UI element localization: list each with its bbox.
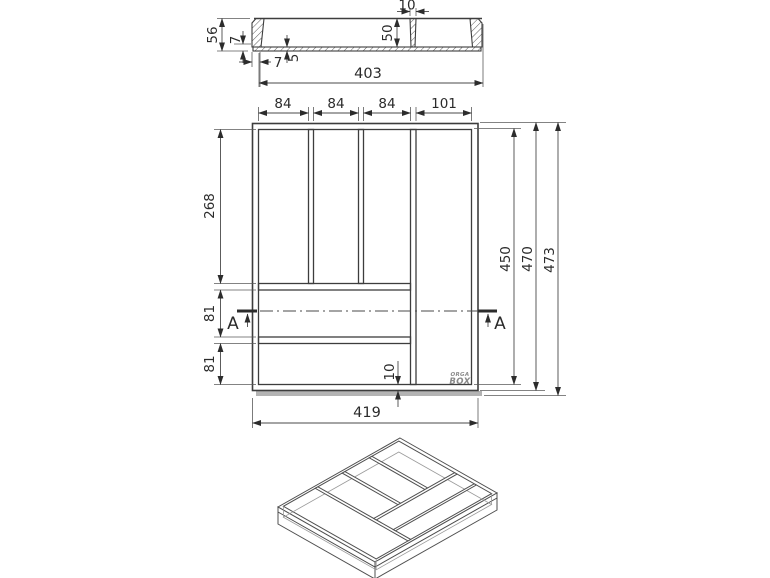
isometric-view bbox=[278, 438, 497, 578]
dim-width-3: 84 bbox=[378, 96, 396, 112]
section-right-wall bbox=[470, 19, 482, 48]
divider-v3 bbox=[411, 130, 417, 385]
dim-length-450: 450 bbox=[498, 246, 514, 272]
dim-419-label: 419 bbox=[353, 405, 381, 421]
dims-left-depths bbox=[202, 130, 256, 385]
dim-depth-1: 268 bbox=[202, 193, 218, 219]
dims-right-lengths bbox=[474, 123, 566, 396]
plan-shadow bbox=[256, 391, 482, 396]
logo-line2: BOX bbox=[449, 377, 471, 387]
dim-length-473: 473 bbox=[542, 247, 558, 273]
section-view bbox=[205, 0, 483, 87]
dim-50-label: 50 bbox=[380, 24, 396, 42]
section-left-wall bbox=[252, 19, 264, 48]
orgabox-logo bbox=[449, 372, 470, 387]
divider-v1 bbox=[309, 130, 314, 284]
tray-inner-outline bbox=[259, 130, 472, 385]
divider-h2 bbox=[259, 337, 411, 344]
divider-v2 bbox=[359, 130, 364, 284]
dim-width-1: 84 bbox=[274, 96, 292, 112]
section-line-AA bbox=[227, 311, 506, 334]
logo-line1: ORGA bbox=[450, 372, 470, 378]
dim-56-label: 56 bbox=[205, 26, 221, 44]
section-divider bbox=[410, 19, 416, 48]
section-label-right: A bbox=[494, 314, 506, 334]
dim-7h-label: 7 bbox=[273, 55, 283, 71]
dim-depth-2: 81 bbox=[202, 304, 218, 323]
dims-top-widths bbox=[259, 96, 472, 121]
dim-7-horizontal bbox=[239, 52, 282, 87]
dim-5-label: 5 bbox=[286, 53, 302, 63]
dim-7v-label: 7 bbox=[228, 35, 244, 45]
dim-width-2: 84 bbox=[327, 96, 345, 112]
dim-width-4: 101 bbox=[431, 96, 457, 112]
dim-10-top-label: 10 bbox=[398, 0, 416, 14]
dim-7-vertical bbox=[228, 31, 251, 63]
dim-419 bbox=[253, 398, 479, 428]
dim-10-bottom-label: 10 bbox=[382, 363, 398, 381]
dim-50 bbox=[380, 19, 397, 48]
dim-10-top bbox=[397, 0, 429, 16]
section-bottom-slab bbox=[253, 47, 481, 51]
tray-outer-outline bbox=[253, 124, 479, 391]
dim-403-label: 403 bbox=[354, 66, 382, 82]
plan-view bbox=[202, 96, 566, 428]
dim-length-470: 470 bbox=[520, 246, 536, 272]
divider-h1 bbox=[259, 284, 411, 291]
dim-depth-3: 81 bbox=[202, 355, 218, 373]
section-label-left: A bbox=[227, 314, 239, 334]
